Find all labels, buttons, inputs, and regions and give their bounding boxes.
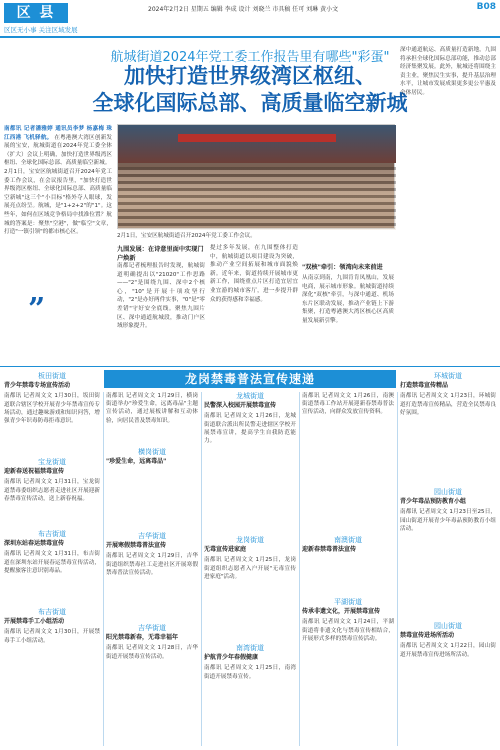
news-title: 迎新春禁毒普法宣传 <box>302 546 357 554</box>
news-body: 南都讯 记者周文文 1月30日，开展禁毒手工小组活动。 <box>4 629 100 644</box>
news-item <box>204 644 296 681</box>
date-line: 2024年2月2日 星期五 编辑 李成 设计 刘晓兰 市具稿 任可 刘琳 黄小文 <box>148 6 339 13</box>
news-item <box>302 598 394 643</box>
subhead-2: "双核"牵引：领湾向未来前进 <box>302 264 383 271</box>
news-location: 龙岗街道 <box>236 536 264 544</box>
news-title: 打造禁毒宣传精品 <box>400 382 449 390</box>
news-title: 开展禁毒手工小组活动 <box>4 618 65 626</box>
news-location: 平湖街道 <box>334 598 362 606</box>
news-location: 布吉街道 <box>38 530 66 538</box>
news-body: 南都讯 记者周文文 1月23日至25日，园山街道开展青少年毒品预防教育小组活动。 <box>400 509 496 532</box>
news-body: 南都讯 记者周文文 1月30日，坂田街道联合辖区学校开展青少年禁毒宣传专场活动，通过趣味游戏和知识问答，增强青少年识毒防毒拒毒意识。 <box>4 393 100 425</box>
news-title: 禁毒宣传进场所活动 <box>400 632 455 640</box>
news-body: 南都讯 记者周文文 1月25日，龙岗街道组织志愿者入户开展"无毒宣传进家庭"活动。 <box>204 557 296 580</box>
news-location: 环城街道 <box>434 372 462 380</box>
headline-line-1: 加快打造世界级湾区枢纽、 <box>124 64 376 88</box>
column-3: 提过多年发展，在九围整体打造中，航城街道以项目建设为突破，推动产业空间拓展和城市面貌焕新。近年来，街道持续开展城市更新工作，围绕重点片区打造宜居宜业宜游的城市客厅，进一步提升群众的获得感和幸福感。 <box>210 245 298 303</box>
meeting-photo <box>117 124 395 229</box>
news-item <box>302 536 394 556</box>
news-item <box>4 530 100 575</box>
news-title: "珍爱生命，远离毒品" <box>106 458 167 466</box>
section-tagline: 区区无小事 关注区域发展 <box>4 26 78 34</box>
news-title: 阳光禁毒新春，无毒幸福年 <box>106 634 179 642</box>
column-1 <box>4 125 112 237</box>
column-1-body: 2月1日，宝安区航城街道召开2024年党工委工作会议，在会议报告里，"加快打造世界级湾区枢纽、全球化国际总部、高质量临空新城"这三个"小目标"格外夺人眼球，发展亮点纷呈。航城，是"1+2+2"的"1"。这些年，如何在区域竞争格局中找准位置？航城的答案是：聚焦"空港"，做"临空"文章，打造"一镇引领"的都市核心区。 <box>4 168 112 236</box>
news-location: 园山街道 <box>434 488 462 496</box>
news-location: 宝龙街道 <box>38 458 66 466</box>
news-item <box>106 532 198 577</box>
headline-line-2: 全球化国际总部、高质量临空新城 <box>92 91 408 115</box>
news-item <box>4 372 100 425</box>
news-item <box>4 458 100 503</box>
column-rule <box>103 392 104 746</box>
photo-banner <box>178 134 336 142</box>
page-number: B08 <box>476 2 496 12</box>
news-location: 南湾街道 <box>236 644 264 652</box>
byline: 南都讯 记者潘雅婷 通讯员李梦 杨嘉梅 珠江西港 飞机驿航。 <box>4 126 112 141</box>
news-location: 吉华街道 <box>138 532 166 540</box>
news-item <box>400 622 496 659</box>
column-5: 深中通道航运、高质量打造新地，九围将承担全球化国际总部功能，推动总部经济集聚发展。此外，航城还将围绕主责主业，聚焦民生实事，提升基层治理水平，让城市发展成果更多更公平惠及全体居民。 <box>400 47 496 96</box>
column-4: 从南京到南，九围肯肯凤凰山，发展电商，展示城市形象。航城街道持续深化"双核"牵引，与深中通道、机场东片区联动发展，推动产业链上下游集聚，打造粤港澳大湾区核心区高质量发展新引擎。 <box>302 275 394 324</box>
news-location: 布吉街道 <box>38 608 66 616</box>
news-location: 龙城街道 <box>236 392 264 400</box>
news-location: 园山街道 <box>434 622 462 630</box>
subhead-1: 九围发展：在诗意里面中实现门户焕新 <box>117 246 204 262</box>
news-location: 吉华街道 <box>138 624 166 632</box>
news-item <box>400 488 496 533</box>
news-item <box>204 392 296 445</box>
news-body: 南都讯 记者周文文 1月31日，宝龙街道禁毒委组织志愿者走进社区开展迎新春禁毒宣传活动，送上新春祝福。 <box>4 479 100 502</box>
news-body: 南都讯 记者周文文 1月29日，吉华街道组织禁毒社工走进社区开展寒假禁毒普法宣传活动。 <box>106 553 198 576</box>
news-title: 护航青少年春假健康 <box>204 654 259 662</box>
news-body: 南都讯 记者周文文 1月26日，南澳街道禁毒工作站开展迎新春禁毒普法宣传活动，向群众发放宣传资料。 <box>302 393 394 416</box>
news-title: 深圳东站春运禁毒宣传 <box>4 540 65 548</box>
news-location: 横岗街道 <box>138 448 166 456</box>
news-title: 青少年禁毒专场宣传活动 <box>4 382 71 390</box>
news-title: 民警深入校园开展禁毒宣传 <box>204 402 277 410</box>
photo-audience <box>118 167 396 230</box>
section-divider <box>0 366 500 367</box>
news-body: 南都讯 记者周文文 1月28日，吉华街道开展禁毒宣传活动。 <box>106 645 198 660</box>
news-title: 开展寒假禁毒普法宣传 <box>106 542 167 550</box>
intro-text <box>106 392 198 425</box>
news-title: 青少年毒品预防教育小组 <box>400 498 467 506</box>
news-body: 南都讯 记者周文文 1月26日，龙城街道联合派出所民警走进辖区学校开展禁毒宣讲，提高学生自我防范能力。 <box>204 413 296 445</box>
news-item <box>4 608 100 645</box>
column-rule <box>397 392 398 746</box>
photo-caption: 2月1日，宝安区航城街道召开2024年党工委工作会议。 <box>117 233 256 239</box>
news-body: 南都讯 记者周文文 1月29日，横岗街道举办"珍爱生命，远离毒品"主题宣传活动，通过展板讲解和互动体验，向居民普及禁毒知识。 <box>106 393 198 424</box>
news-body: 南都讯 记者周文文 1月23日，环城街道打造禁毒宣传精品，营造全民禁毒良好氛围。 <box>400 393 496 416</box>
quote-mark-icon: ” <box>28 292 46 327</box>
lede: 在粤港澳大湾区创新发展的宝安，航城街道在2024年党工委全体（扩大）会议上明确，加快打造世界级湾区枢纽、全球化国际总部、高质量临空新城。 <box>4 134 112 167</box>
news-body: 南都讯 记者周文文 1月24日，平湖街道将非遗文化与禁毒宣传相结合，开展形式多样的禁毒宣传活动。 <box>302 619 394 642</box>
news-location: 板田街道 <box>38 372 66 380</box>
kicker: 航城街道2024年党工委工作报告里有哪些"彩蛋" <box>110 50 390 65</box>
news-body: 南都讯 记者周文文 1月25日，南湾街道开展禁毒宣传。 <box>204 665 296 680</box>
masthead <box>0 0 500 38</box>
news-item <box>400 372 496 417</box>
news-title: 无毒宣传进家庭 <box>204 546 247 554</box>
section-logo: 区 县 <box>4 3 68 23</box>
news-item <box>204 536 296 581</box>
news-location: 南澳街道 <box>334 536 362 544</box>
news-title: 迎新春送祝福禁毒宣传 <box>4 468 65 476</box>
news-item <box>106 624 198 661</box>
column-2: 南都记者梳理报告时发现，航城街道明确提出以"21020"工作思路——"2"是围绕九围、深中2个核心，"10"是开展十项攻坚行动，"2"是办好两件实事，"0"是"零差错"守好安全底线。聚焦九围片区、深中通道航城段，推动门户区域形象提升。 <box>117 263 205 330</box>
news-title: 传承非遗文化，开展禁毒宣传 <box>302 608 381 616</box>
brand-block <box>4 3 88 35</box>
news-item <box>106 448 198 468</box>
intro-text <box>302 392 394 417</box>
news-body: 南都讯 记者周文文 1月22日，园山街道开展禁毒宣传进场所活动。 <box>400 643 496 658</box>
column-rule <box>201 392 202 746</box>
photo-stage <box>118 125 396 163</box>
news-body: 南都讯 记者周文文 1月31日，布吉街道在深圳东站开展春运禁毒宣传活动，提醒旅客注意识别毒品。 <box>4 551 100 574</box>
lower-banner: 龙岗禁毒普法宣传速递 <box>104 370 396 388</box>
column-rule <box>299 392 300 746</box>
